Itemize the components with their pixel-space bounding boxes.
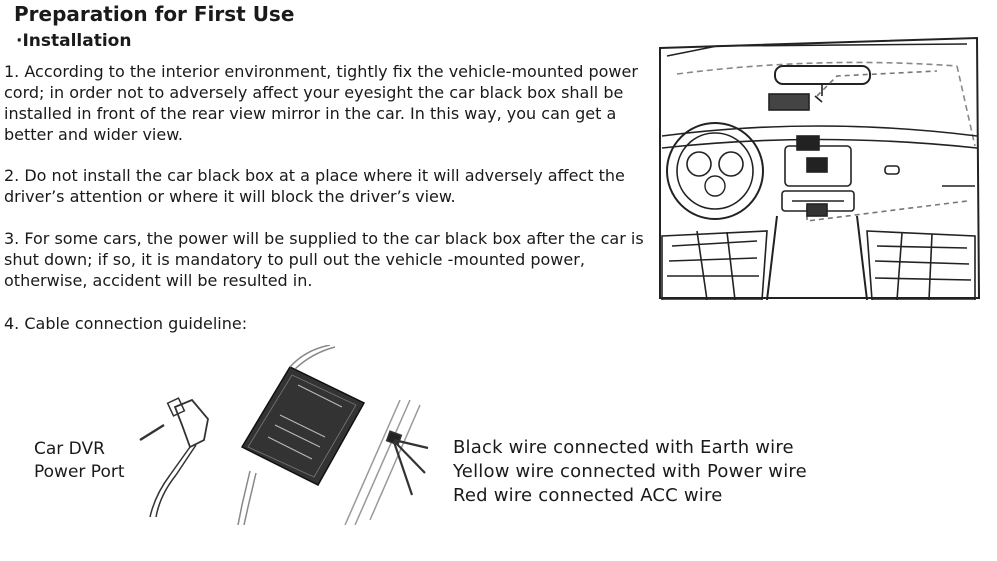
converter-box-icon bbox=[238, 345, 364, 525]
wire-legend bbox=[453, 436, 807, 508]
port-label-line-1: Car DVR bbox=[34, 439, 105, 459]
page-title: Preparation for First Use bbox=[14, 2, 295, 26]
instruction-2: 2. Do not install the car black box at a place where it will adversely affect the driver’s attention or where it will block the driver’s view. bbox=[4, 166, 625, 206]
cable-connection-illustration bbox=[130, 345, 440, 525]
three-wires-icon bbox=[345, 400, 428, 525]
port-label-line-2: Power Port bbox=[34, 462, 125, 482]
car-interior-illustration bbox=[657, 36, 982, 300]
power-port-connector-icon bbox=[140, 398, 208, 517]
power-port-label bbox=[34, 438, 125, 484]
wire-yellow: Yellow wire connected with Power wire bbox=[453, 461, 807, 482]
section-subtitle: ·Installation bbox=[16, 31, 132, 51]
instruction-4: 4. Cable connection guideline: bbox=[4, 314, 248, 333]
instruction-3: 3. For some cars, the power will be supplied to the car black box after the car is shut down; if so, it is mandatory to pull out the vehicle -mounted power, otherwise, accident will be resulted in. bbox=[4, 229, 644, 290]
instruction-1: 1. According to the interior environment, tightly fix the vehicle-mounted power cord; in order not to adversely affect your eyesight the car black box shall be installed in front of the rear view mirror in the car. In this way, you can get a better and wider view. bbox=[4, 62, 638, 144]
wire-red: Red wire connected ACC wire bbox=[453, 485, 723, 506]
wire-black: Black wire connected with Earth wire bbox=[453, 437, 794, 458]
